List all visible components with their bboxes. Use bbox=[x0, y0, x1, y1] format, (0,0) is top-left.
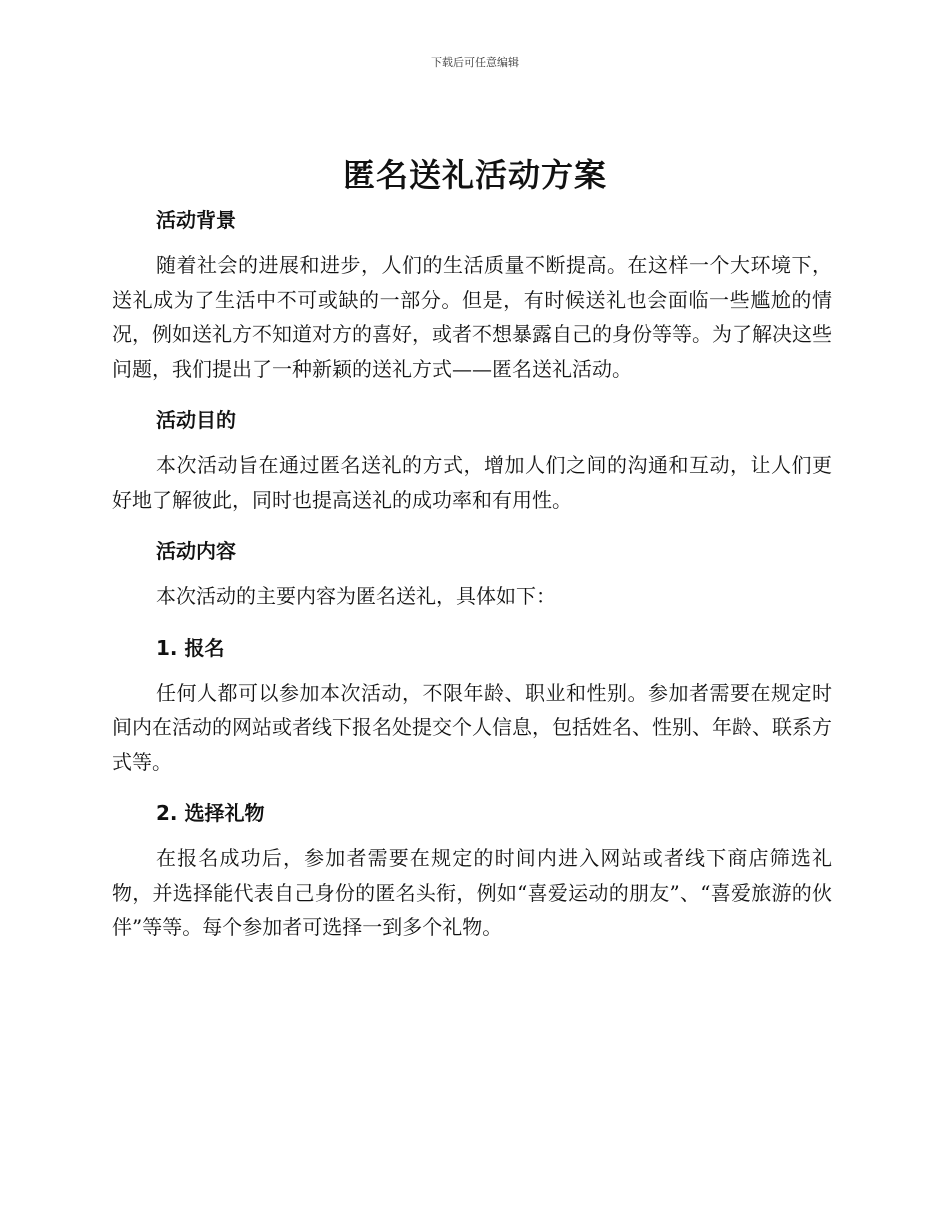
header-note: 下载后可任意编辑 bbox=[431, 56, 519, 69]
section-paragraph-signup: 任何人都可以参加本次活动，不限年龄、职业和性别。参加者需要在规定时间内在活动的网站或者线下报名处提交个人信息，包括姓名、性别、年龄、联系方式等。 bbox=[112, 680, 832, 774]
document-body bbox=[112, 200, 832, 945]
section-paragraph-background: 随着社会的进展和进步，人们的生活质量不断提高。在这样一个大环境下，送礼成为了生活中不可或缺的一部分。但是，有时候送礼也会面临一些尴尬的情况，例如送礼方不知道对方的喜好，或者不想暴露自己的身份等等。为了解决这些问题，我们提出了一种新颖的送礼方式——匿名送礼活动。 bbox=[112, 253, 832, 381]
section-heading-content: 活动内容 bbox=[156, 539, 236, 563]
section-paragraph-content: 本次活动的主要内容为匿名送礼，具体如下： bbox=[156, 584, 556, 608]
section-paragraph-choose-gift: 在报名成功后，参加者需要在规定的时间内进入网站或者线下商店筛选礼物，并选择能代表自己身份的匿名头衔，例如“喜爱运动的朋友”、“喜爱旅游的伙伴”等等。每个参加者可选择一到多个礼物。 bbox=[112, 846, 832, 939]
section-heading-choose-gift: 2. 选择礼物 bbox=[156, 801, 265, 825]
section-heading-background: 活动背景 bbox=[156, 208, 236, 232]
document-title: 匿名送礼活动方案 bbox=[342, 156, 607, 194]
section-heading-signup: 1. 报名 bbox=[156, 635, 225, 660]
section-heading-purpose: 活动目的 bbox=[156, 408, 236, 432]
section-paragraph-purpose: 本次活动旨在通过匿名送礼的方式，增加人们之间的沟通和互动，让人们更好地了解彼此，同时也提高送礼的成功率和有用性。 bbox=[112, 453, 832, 512]
